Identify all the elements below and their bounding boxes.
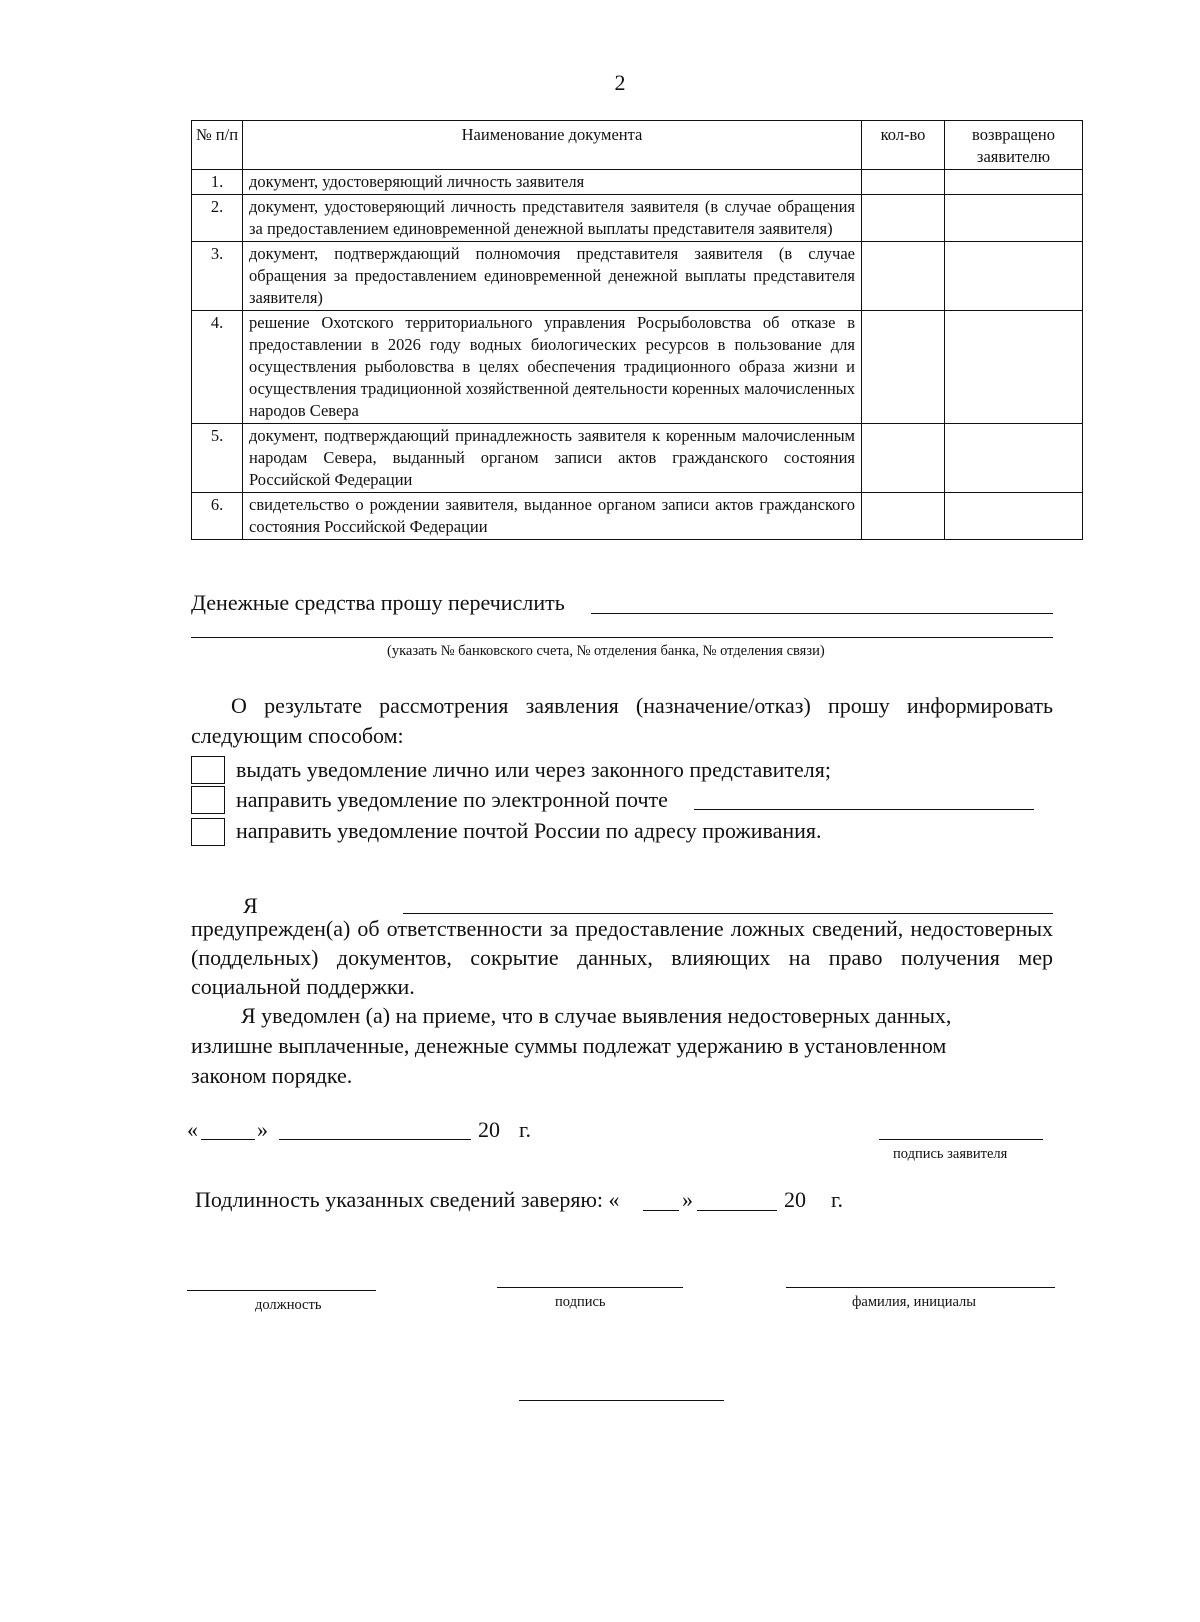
certify-g: г. [831, 1187, 844, 1212]
notify-option-checkbox-post[interactable] [191, 818, 225, 846]
position-label: должность [255, 1297, 322, 1313]
transfer-label: Денежные средства прошу перечислить [191, 590, 565, 615]
transfer-hint: (указать № банковского счета, № отделения банка, № отделения связи) [387, 643, 825, 659]
name-initials-field[interactable] [786, 1287, 1055, 1288]
table-row [192, 170, 1083, 195]
row-name: документ, удостоверяющий личность представителя заявителя (в случае обращения за предоставлением единовременной денежной выплаты представителя заявителя) [243, 195, 862, 242]
row-num: 5. [192, 424, 243, 493]
documents-table [191, 120, 1083, 540]
warning-notice: Я уведомлен (а) на приеме, что в случае выявления недостоверных данных, излишне выплаченные, денежные суммы подлежат удержанию в установленном законом порядке. [191, 1003, 952, 1088]
row-qty[interactable] [862, 170, 945, 195]
row-qty[interactable] [862, 242, 945, 311]
bottom-line [519, 1400, 724, 1401]
date-day-field[interactable] [201, 1139, 255, 1140]
table-row [192, 311, 1083, 424]
applicant-signature-field[interactable] [879, 1139, 1043, 1140]
date-close-quote: » [257, 1117, 268, 1142]
row-name: документ, удостоверяющий личность заявителя [243, 170, 862, 195]
table-row [192, 195, 1083, 242]
transfer-account-field[interactable] [591, 613, 1053, 614]
row-returned[interactable] [945, 493, 1083, 540]
table-row [192, 242, 1083, 311]
notify-option-checkbox-personal[interactable] [191, 756, 225, 784]
certify-label: Подлинность указанных сведений заверяю: « [195, 1187, 620, 1212]
notify-intro: О результате рассмотрения заявления (назначение/отказ) прошу информировать следующим способом: [191, 693, 1053, 748]
date-g: г. [519, 1117, 532, 1142]
row-qty[interactable] [862, 195, 945, 242]
certify-day-field[interactable] [643, 1210, 679, 1211]
date-open-quote: « [187, 1117, 198, 1142]
notify-option-post: направить уведомление почтой России по адресу проживания. [236, 818, 822, 843]
header-qty: кол-во [862, 121, 945, 170]
table-header-row [192, 121, 1083, 170]
certify-close-quote: » [682, 1187, 693, 1212]
row-name: свидетельство о рождении заявителя, выданное органом записи актов гражданского состояния Российской Федерации [243, 493, 862, 540]
row-num: 3. [192, 242, 243, 311]
row-returned[interactable] [945, 195, 1083, 242]
notify-option-email: направить уведомление по электронной почте [236, 787, 668, 812]
row-name: решение Охотского территориального управления Росрыболовства об отказе в предоставлении в 2026 году водных биологических ресурсов в пользование для осуществления рыболовства в целях обеспечения традиционного образа жизни и осуществления традиционной хозяйственной деятельности коренных малочисленных народов Севера [243, 311, 862, 424]
position-field[interactable] [187, 1290, 376, 1291]
row-returned[interactable] [945, 311, 1083, 424]
table-row [192, 424, 1083, 493]
official-signature-field[interactable] [497, 1287, 683, 1288]
row-name: документ, подтверждающий полномочия представителя заявителя (в случае обращения за предоставлением единовременной денежной выплаты представителя заявителя) [243, 242, 862, 311]
applicant-signature-label: подпись заявителя [893, 1146, 1008, 1162]
row-qty[interactable] [862, 493, 945, 540]
email-field[interactable] [694, 809, 1034, 810]
notify-option-personal: выдать уведомление лично или через законного представителя; [236, 757, 832, 782]
warning-i: Я [243, 893, 258, 918]
header-returned: возвращено заявителю [945, 121, 1083, 170]
date-month-field[interactable] [279, 1139, 471, 1140]
certify-year: 20 [784, 1187, 806, 1212]
row-qty[interactable] [862, 424, 945, 493]
notify-option-checkbox-email[interactable] [191, 786, 225, 814]
official-signature-label: подпись [555, 1294, 606, 1310]
row-returned[interactable] [945, 242, 1083, 311]
row-name: документ, подтверждающий принадлежность заявителя к коренным малочисленным народам Севера, выданный органом записи актов гражданского состояния Российской Федерации [243, 424, 862, 493]
row-returned[interactable] [945, 424, 1083, 493]
row-num: 1. [192, 170, 243, 195]
page-number: 2 [614, 70, 626, 95]
warning-text: предупрежден(а) об ответственности за предоставление ложных сведений, недостоверных (поддельных) документов, сокрытие данных, влияющих на право получения мер социальной поддержки. [191, 916, 1053, 999]
header-num: № п/п [192, 121, 243, 170]
row-num: 4. [192, 311, 243, 424]
row-returned[interactable] [945, 170, 1083, 195]
row-num: 2. [192, 195, 243, 242]
header-name: Наименование документа [243, 121, 862, 170]
certify-month-field[interactable] [697, 1210, 777, 1211]
transfer-account-field-line2[interactable] [191, 637, 1053, 638]
row-qty[interactable] [862, 311, 945, 424]
row-num: 6. [192, 493, 243, 540]
table-row [192, 493, 1083, 540]
date-year: 20 [478, 1117, 500, 1142]
name-initials-label: фамилия, инициалы [852, 1294, 977, 1310]
